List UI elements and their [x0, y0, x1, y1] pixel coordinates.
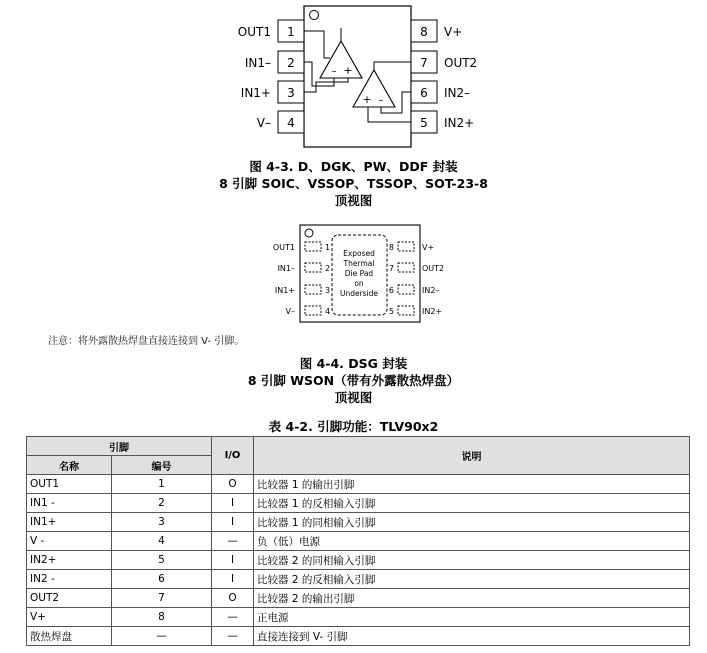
- table-row: [27, 570, 690, 589]
- pin-name-v-plus: V+: [444, 25, 463, 39]
- wson-pin-num-1: 1: [325, 243, 331, 252]
- cell-io: I: [212, 513, 254, 532]
- table-row: [27, 532, 690, 551]
- cell-io: —: [212, 608, 254, 627]
- pin-num-4: 4: [287, 116, 295, 130]
- cell-name: 散热焊盘: [27, 627, 112, 646]
- cell-description: 比较器 2 的同相输入引脚: [254, 551, 690, 570]
- wson-pin-num-8: 8: [388, 243, 394, 252]
- pad-text-line5: Underside: [339, 289, 379, 298]
- wson-pin-name-in1-plus: IN1+: [274, 286, 295, 295]
- cell-number: 4: [112, 532, 212, 551]
- table-row: [27, 513, 690, 532]
- comparator-1-plus: +: [343, 64, 353, 77]
- header-name: 名称: [27, 456, 112, 475]
- pin-num-3: 3: [287, 86, 295, 100]
- figure-4-3-caption-line2: 8 引脚 SOIC、VSSOP、TSSOP、SOT-23-8: [219, 176, 488, 191]
- table-row: [27, 551, 690, 570]
- table-row: [27, 589, 690, 608]
- wson-pin-num-5: 5: [388, 307, 394, 316]
- wson-pin-num-3: 3: [325, 286, 331, 295]
- pin-name-in1-minus: IN1–: [244, 56, 271, 70]
- pin-name-out2: OUT2: [444, 56, 478, 70]
- pin-name-v-minus: V–: [256, 116, 271, 130]
- figure-4-3-caption-line3: 顶视图: [334, 193, 373, 208]
- cell-io: —: [212, 532, 254, 551]
- cell-io: O: [212, 589, 254, 608]
- cell-number: 8: [112, 608, 212, 627]
- pin-num-5: 5: [420, 116, 428, 130]
- table-row: [27, 608, 690, 627]
- cell-number: 5: [112, 551, 212, 570]
- cell-name: IN2+: [27, 551, 112, 570]
- pin-name-in2-minus: IN2–: [444, 86, 471, 100]
- pad-text-line2: Thermal: [343, 259, 375, 268]
- cell-description: 直接连接到 V- 引脚: [254, 627, 690, 646]
- cell-name: IN1 -: [27, 494, 112, 513]
- table-row: [27, 494, 690, 513]
- cell-name: V -: [27, 532, 112, 551]
- cell-description: 比较器 2 的输出引脚: [254, 589, 690, 608]
- wson-pin-name-out2: OUT2: [422, 264, 445, 273]
- cell-io: I: [212, 494, 254, 513]
- pin-functions-table: [26, 436, 690, 646]
- comparator-1-minus: –: [331, 66, 337, 77]
- cell-name: OUT1: [27, 475, 112, 494]
- table-row: [27, 475, 690, 494]
- cell-description: 正电源: [254, 608, 690, 627]
- cell-name: IN2 -: [27, 570, 112, 589]
- wson-pin-num-7: 7: [388, 264, 394, 273]
- pin-name-in1-plus: IN1+: [240, 86, 271, 100]
- pin-num-1: 1: [287, 25, 295, 39]
- cell-number: 2: [112, 494, 212, 513]
- pad-text-line3: Die Pad: [344, 269, 374, 278]
- pin-name-in2-plus: IN2+: [444, 116, 475, 130]
- figure-4-3-caption-line1: 图 4-3. D、DGK、PW、DDF 封装: [249, 159, 458, 174]
- cell-io: I: [212, 551, 254, 570]
- cell-io: O: [212, 475, 254, 494]
- pad-text-line4: on: [354, 279, 364, 288]
- soic-pinout-diagram: [0, 0, 707, 160]
- pin-num-6: 6: [420, 86, 428, 100]
- pin-num-8: 8: [420, 25, 428, 39]
- wson-pin-name-in2-plus: IN2+: [422, 307, 443, 316]
- cell-number: 1: [112, 475, 212, 494]
- pad-text-line1: Exposed: [343, 249, 375, 258]
- cell-number: —: [112, 627, 212, 646]
- pin-num-2: 2: [287, 56, 295, 70]
- cell-name: V+: [27, 608, 112, 627]
- cell-io: I: [212, 570, 254, 589]
- cell-description: 负（低）电源: [254, 532, 690, 551]
- pin-num-7: 7: [420, 56, 428, 70]
- thermal-pad-note: 注意：将外露散热焊盘直接连接到 V- 引脚。: [48, 336, 245, 347]
- figure-4-4-caption-line1: 图 4-4. DSG 封装: [299, 356, 408, 371]
- cell-name: OUT2: [27, 589, 112, 608]
- header-number: 编号: [112, 456, 212, 475]
- cell-number: 6: [112, 570, 212, 589]
- comparator-2-minus: –: [378, 95, 384, 106]
- wson-pin-name-out1: OUT1: [272, 243, 295, 252]
- figure-4-4-caption-line2: 8 引脚 WSON（带有外露散热焊盘）: [247, 373, 460, 388]
- comparator-2-plus: +: [362, 93, 372, 106]
- cell-description: 比较器 1 的反相输入引脚: [254, 494, 690, 513]
- wson-pin-name-in2-minus: IN2–: [422, 286, 440, 295]
- pin-name-out1: OUT1: [237, 25, 271, 39]
- wson-pin-num-6: 6: [388, 286, 394, 295]
- cell-description: 比较器 1 的输出引脚: [254, 475, 690, 494]
- cell-io: —: [212, 627, 254, 646]
- wson-pin-num-4: 4: [325, 307, 331, 316]
- cell-description: 比较器 2 的反相输入引脚: [254, 570, 690, 589]
- cell-number: 7: [112, 589, 212, 608]
- cell-name: IN1+: [27, 513, 112, 532]
- header-pin: 引脚: [27, 437, 212, 456]
- wson-pin-name-v-minus: V–: [285, 307, 295, 316]
- wson-pin-name-in1-minus: IN1–: [277, 264, 295, 273]
- wson-pin-name-v-plus: V+: [422, 243, 435, 252]
- wson-pinout-diagram: [0, 220, 707, 326]
- figure-4-4-caption-line3: 顶视图: [334, 390, 373, 405]
- wson-pin-num-2: 2: [325, 264, 331, 273]
- cell-number: 3: [112, 513, 212, 532]
- cell-description: 比较器 1 的同相输入引脚: [254, 513, 690, 532]
- table-title: 表 4-2. 引脚功能：TLV90x2: [268, 419, 439, 434]
- header-io: I/O: [212, 437, 254, 475]
- header-description: 说明: [254, 437, 690, 475]
- table-row: [27, 627, 690, 646]
